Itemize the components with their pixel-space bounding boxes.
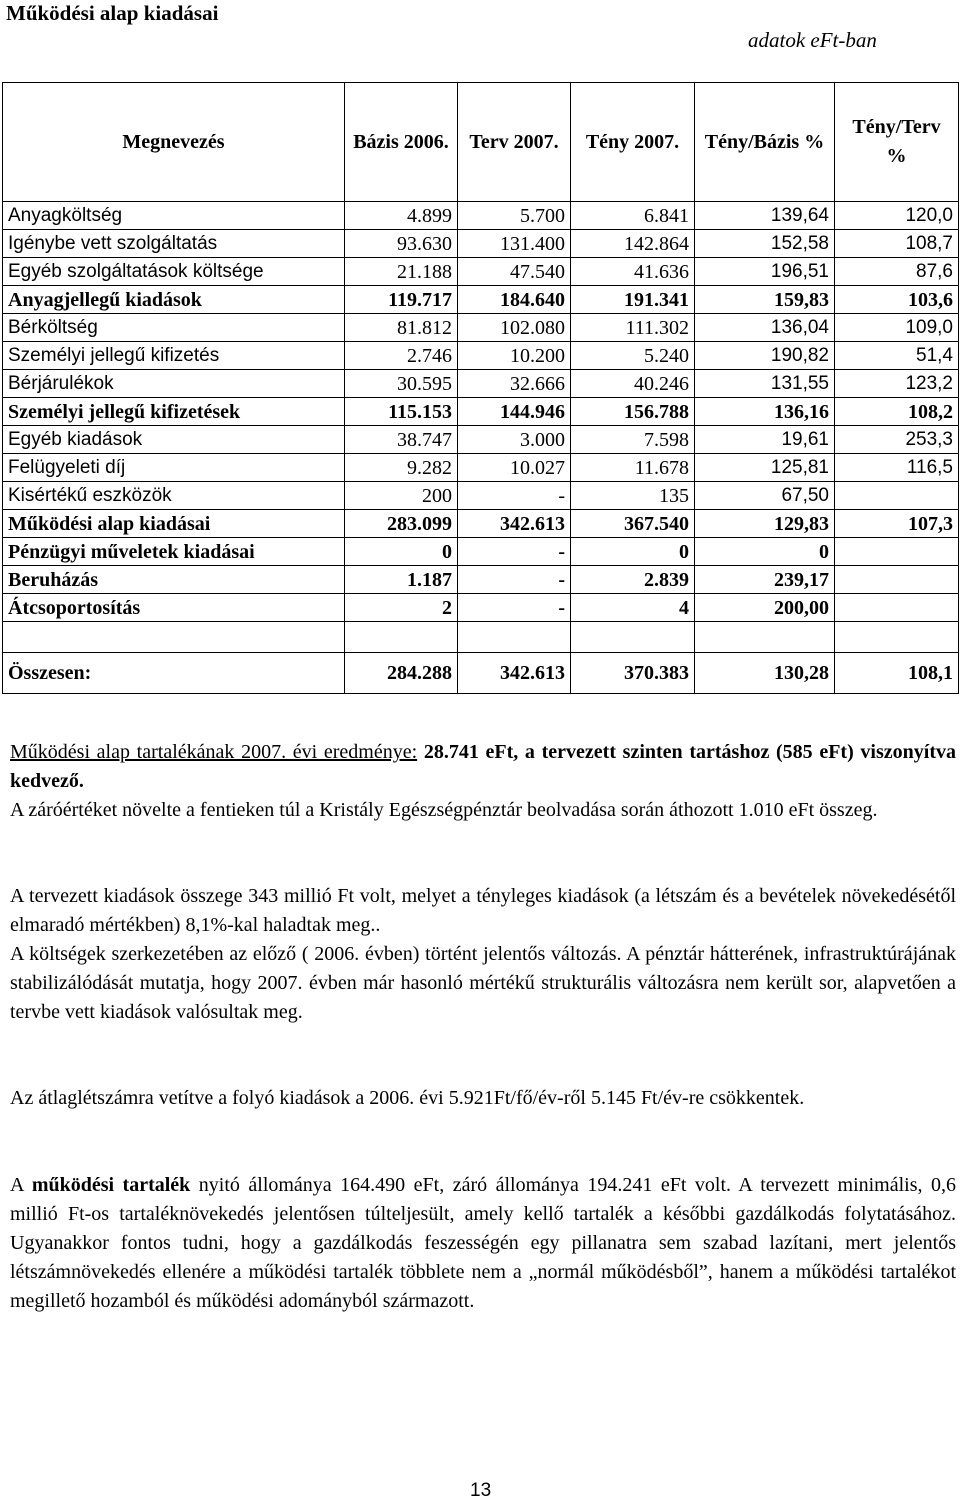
table-row [3, 538, 959, 566]
value-cell: 109,0 [835, 314, 959, 342]
value-cell: 1.187 [345, 566, 458, 594]
value-cell: - [458, 538, 571, 566]
value-cell: 156.788 [571, 398, 695, 426]
table-row [3, 454, 959, 482]
page-title: Működési alap kiadásai [6, 1, 219, 25]
empty-cell [571, 622, 695, 653]
value-cell: 184.640 [458, 286, 571, 314]
reserve-result-label: Működési alap tartalékának 2007. évi eredménye: [10, 741, 418, 763]
reserve-text: nyitó állománya 164.490 eFt, záró állománya 194.241 eFt volt. A tervezett minimális, 0,6 millió Ft-os tartaléknövekedés jelentősen túlteljesült, amely kellő tartalék a későbbi gazdálkodás folytatásához. Ugyanakkor fontos tudni, hogy a gazdálkodás feszességén egy pillanatra sem szabad lazítani, mert jelentős létszámnövekedés ellenére a működési tartalék többlete nem a „normál működésből”, hanem a működési tartalékot megillető hozamból és működési adományból származott. [10, 1174, 956, 1312]
value-cell: 139,64 [695, 202, 835, 230]
row-label: Pénzügyi műveletek kiadásai [3, 538, 345, 566]
per-capita-text: Az átlaglétszámra vetítve a folyó kiadások a 2006. évi 5.921Ft/fő/év-ről 5.145 Ft/év-re csökkentek. [10, 1087, 805, 1109]
value-cell: 9.282 [345, 454, 458, 482]
value-cell: 21.188 [345, 258, 458, 286]
value-cell: 40.246 [571, 370, 695, 398]
row-label: Személyi jellegű kifizetés [3, 342, 345, 370]
row-label: Igénybe vett szolgáltatás [3, 230, 345, 258]
header-cell: Megnevezés [3, 83, 345, 202]
value-cell: 115.153 [345, 398, 458, 426]
table-row [3, 398, 959, 426]
value-cell: 4 [571, 594, 695, 622]
value-cell: 2.839 [571, 566, 695, 594]
value-cell: 239,17 [695, 566, 835, 594]
table-row [3, 653, 959, 694]
value-cell: 135 [571, 482, 695, 510]
value-cell: 102.080 [458, 314, 571, 342]
value-cell: 131,55 [695, 370, 835, 398]
empty-cell [458, 622, 571, 653]
table-row [3, 342, 959, 370]
value-cell: 119.717 [345, 286, 458, 314]
value-cell: 144.946 [458, 398, 571, 426]
reserve-closing-note: A záróértéket növelte a fentieken túl a Kristály Egészségpénztár beolvadása során áthozott 1.010 eFt összeg. [10, 799, 878, 821]
value-cell: 108,2 [835, 398, 959, 426]
header-cell: Tény 2007. [571, 83, 695, 202]
value-cell: 107,3 [835, 510, 959, 538]
row-label: Egyéb kiadások [3, 426, 345, 454]
spacer-row [3, 622, 959, 653]
table-row [3, 566, 959, 594]
value-cell: 19,61 [695, 426, 835, 454]
table-row [3, 510, 959, 538]
value-cell: 81.812 [345, 314, 458, 342]
value-cell: 108,7 [835, 230, 959, 258]
row-label: Beruházás [3, 566, 345, 594]
table-row [3, 370, 959, 398]
value-cell: 253,3 [835, 426, 959, 454]
expenses-table [2, 82, 959, 694]
value-cell: 129,83 [695, 510, 835, 538]
value-cell [835, 538, 959, 566]
value-cell: 67,50 [695, 482, 835, 510]
value-cell: 190,82 [695, 342, 835, 370]
value-cell [835, 566, 959, 594]
value-cell: 342.613 [458, 510, 571, 538]
table-row [3, 426, 959, 454]
value-cell: 196,51 [695, 258, 835, 286]
row-label: Személyi jellegű kifizetések [3, 398, 345, 426]
value-cell: 191.341 [571, 286, 695, 314]
value-cell: 41.636 [571, 258, 695, 286]
row-label: Felügyeleti díj [3, 454, 345, 482]
row-label: Egyéb szolgáltatások költsége [3, 258, 345, 286]
header-cell: Tény/Terv % [835, 83, 959, 202]
value-cell [835, 594, 959, 622]
value-cell: 367.540 [571, 510, 695, 538]
value-cell: 136,04 [695, 314, 835, 342]
value-cell: 200,00 [695, 594, 835, 622]
empty-cell [3, 622, 345, 653]
value-cell: 2 [345, 594, 458, 622]
value-cell: 4.899 [345, 202, 458, 230]
row-label: Anyagjellegű kiadások [3, 286, 345, 314]
paragraph-planned-expenses [10, 882, 956, 1027]
table-row [3, 230, 959, 258]
value-cell: 0 [345, 538, 458, 566]
value-cell: 47.540 [458, 258, 571, 286]
empty-cell [835, 622, 959, 653]
value-cell: 142.864 [571, 230, 695, 258]
value-cell: 120,0 [835, 202, 959, 230]
value-cell: 51,4 [835, 342, 959, 370]
row-label: Összesen: [3, 653, 345, 694]
table-row [3, 482, 959, 510]
value-cell: 38.747 [345, 426, 458, 454]
value-cell: 30.595 [345, 370, 458, 398]
planned-expenses-text: A tervezett kiadások összege 343 millió Ft volt, melyet a tényleges kiadások (a létszám és a bevételek növekedésétől elmaradó mértékben) 8,1%-kal haladtak meg.. [10, 885, 956, 936]
header-cell: Tény/Bázis % [695, 83, 835, 202]
header-cell: Terv 2007. [458, 83, 571, 202]
row-label: Bérköltség [3, 314, 345, 342]
value-cell: 284.288 [345, 653, 458, 694]
value-cell: 6.841 [571, 202, 695, 230]
value-cell: 87,6 [835, 258, 959, 286]
value-cell: - [458, 594, 571, 622]
value-cell: 111.302 [571, 314, 695, 342]
value-cell: 108,1 [835, 653, 959, 694]
value-cell: 5.700 [458, 202, 571, 230]
paragraph-reserve-result [10, 738, 956, 825]
table-row [3, 258, 959, 286]
paragraph-per-capita [10, 1084, 956, 1113]
row-label: Kisértékű eszközök [3, 482, 345, 510]
row-label: Működési alap kiadásai [3, 510, 345, 538]
table-row [3, 286, 959, 314]
empty-cell [345, 622, 458, 653]
value-cell: 116,5 [835, 454, 959, 482]
value-cell: 342.613 [458, 653, 571, 694]
value-cell: 159,83 [695, 286, 835, 314]
table-row [3, 594, 959, 622]
header-cell: Bázis 2006. [345, 83, 458, 202]
cost-structure-text: A költségek szerkezetében az előző ( 2006. évben) történt jelentős változás. A pénztár hátterének, infrastruktúrájának stabilizálódását mutatja, hogy 2007. évben már hasonló mértékű strukturális változásra nem került sor, alapvetően a tervbe vett kiadások valósultak meg. [10, 943, 956, 1023]
value-cell: 7.598 [571, 426, 695, 454]
value-cell: 32.666 [458, 370, 571, 398]
value-cell: - [458, 566, 571, 594]
reserve-result-value: 28.741 eFt, a tervezett szinten tartáshoz (585 eFt) viszonyítva kedvező. [10, 741, 956, 792]
row-label: Anyagköltség [3, 202, 345, 230]
value-cell: 93.630 [345, 230, 458, 258]
reserve-pre: A [10, 1174, 32, 1196]
value-cell: 200 [345, 482, 458, 510]
row-label: Bérjárulékok [3, 370, 345, 398]
value-cell: 10.200 [458, 342, 571, 370]
value-cell: 370.383 [571, 653, 695, 694]
value-cell: 131.400 [458, 230, 571, 258]
reserve-term: működési tartalék [31, 1174, 191, 1196]
paragraph-operating-reserve [10, 1171, 956, 1316]
value-cell: 283.099 [345, 510, 458, 538]
value-cell: 103,6 [835, 286, 959, 314]
table-row [3, 314, 959, 342]
value-cell: 3.000 [458, 426, 571, 454]
value-cell: 2.746 [345, 342, 458, 370]
empty-cell [695, 622, 835, 653]
value-cell: 130,28 [695, 653, 835, 694]
value-cell: 152,58 [695, 230, 835, 258]
value-cell: 136,16 [695, 398, 835, 426]
row-label: Átcsoportosítás [3, 594, 345, 622]
page-number: 13 [470, 1480, 492, 1501]
value-cell: 11.678 [571, 454, 695, 482]
table-row [3, 202, 959, 230]
value-cell: 5.240 [571, 342, 695, 370]
value-cell [835, 482, 959, 510]
value-cell: 10.027 [458, 454, 571, 482]
value-cell: 0 [571, 538, 695, 566]
value-cell: 123,2 [835, 370, 959, 398]
value-cell: - [458, 482, 571, 510]
unit-note: adatok eFt-ban [748, 28, 877, 52]
value-cell: 0 [695, 538, 835, 566]
table-header-row [3, 83, 959, 202]
value-cell: 125,81 [695, 454, 835, 482]
